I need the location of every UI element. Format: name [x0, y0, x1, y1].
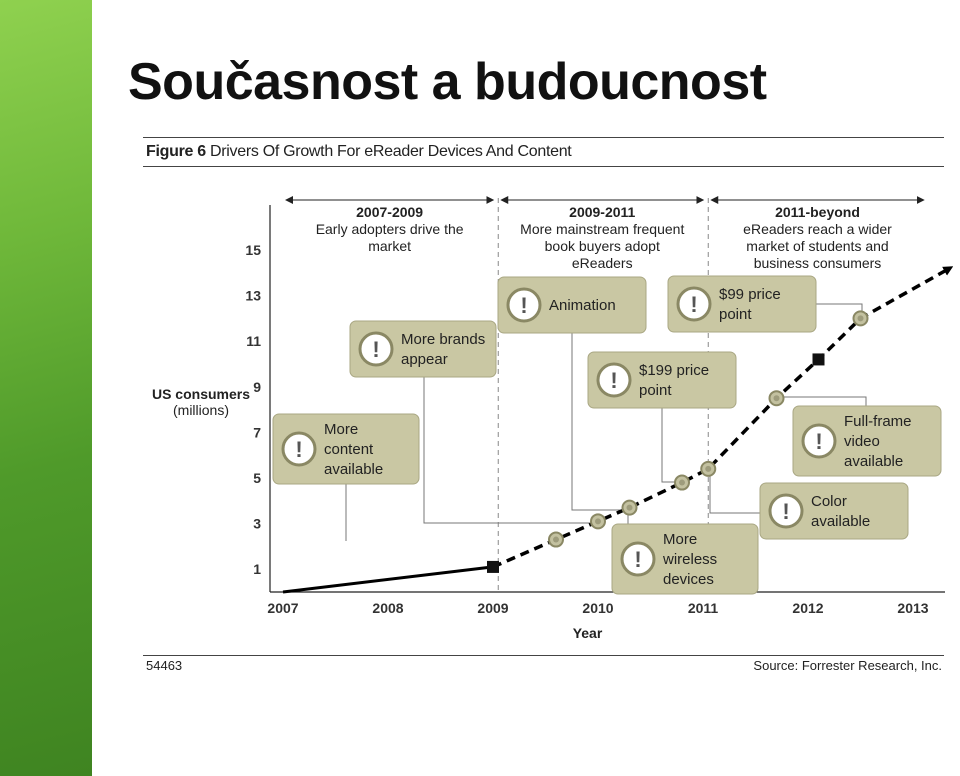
exclamation-glyph: ! — [782, 499, 790, 524]
phase-marker — [487, 561, 499, 573]
callout-box — [588, 352, 736, 408]
phase-description: market of students and — [746, 238, 889, 254]
y-tick-label: 7 — [253, 424, 261, 441]
phase-description: book buyers adopt — [544, 238, 660, 254]
callout-leader-line — [774, 397, 866, 406]
callout-label: appear — [401, 351, 448, 368]
figure-number: Figure 6 — [146, 143, 206, 160]
phase-period: 2009-2011 — [569, 204, 636, 220]
exclamation-glyph: ! — [690, 292, 698, 317]
figure-id: 54463 — [146, 658, 183, 673]
x-tick-label: 2011 — [687, 600, 719, 616]
exclamation-glyph: ! — [372, 337, 380, 362]
callout-label: More — [324, 421, 359, 438]
y-tick-label: 13 — [245, 287, 261, 304]
event-marker-center — [774, 395, 780, 401]
exclamation-glyph: ! — [815, 429, 823, 454]
phase-marker — [813, 353, 825, 365]
callout-label: content — [324, 441, 374, 458]
phase-period: 2011-beyond — [775, 204, 860, 220]
callout-label: devices — [663, 571, 714, 588]
callout-box — [273, 414, 419, 484]
event-marker-center — [679, 480, 685, 486]
callout-label: More — [663, 531, 698, 548]
event-marker-center — [705, 466, 711, 472]
phase-description: Early adopters drive the — [315, 221, 464, 237]
exclamation-glyph: ! — [520, 293, 528, 318]
event-marker-center — [627, 505, 633, 511]
phase-description: business consumers — [753, 255, 882, 271]
phase-description: eReaders reach a wider — [743, 221, 892, 237]
y-tick-label: 1 — [253, 561, 261, 578]
y-tick-label: 3 — [253, 515, 261, 532]
callout-label: video — [844, 433, 880, 450]
exclamation-glyph: ! — [634, 547, 642, 572]
callout-box — [793, 406, 941, 476]
x-tick-label: 2007 — [267, 600, 299, 616]
exclamation-glyph: ! — [610, 368, 618, 393]
figure-source: Source: Forrester Research, Inc. — [753, 658, 942, 673]
callout-box — [350, 321, 496, 377]
phase-description: More mainstream frequent — [520, 221, 685, 237]
callout-box — [760, 483, 908, 539]
callout-label: wireless — [663, 551, 718, 568]
slide-title: Současnost a budoucnost — [128, 53, 767, 111]
figure-bottom-rule — [143, 655, 944, 656]
callout-box — [612, 524, 758, 594]
x-tick-label: 2009 — [477, 600, 509, 616]
phase-description: eReaders — [571, 255, 633, 271]
phase-description: market — [368, 238, 412, 254]
callout-label: available — [811, 513, 871, 530]
callout-label: available — [324, 461, 384, 478]
callout-label: point — [639, 382, 672, 399]
phase-period: 2007-2009 — [356, 204, 424, 220]
x-axis-title: Year — [572, 625, 603, 641]
callout-label: $199 price — [639, 362, 710, 379]
x-tick-label: 2010 — [582, 600, 614, 616]
callout-label: Full-frame — [844, 413, 912, 430]
event-marker-center — [553, 537, 559, 543]
event-marker-center — [858, 315, 864, 321]
y-tick-label: 5 — [253, 470, 261, 486]
event-marker-center — [595, 518, 601, 524]
figure-title: Drivers Of Growth For eReader Devices And Content — [210, 143, 572, 160]
x-tick-label: 2008 — [372, 600, 404, 616]
callout-label: available — [844, 453, 904, 470]
callout-label: Animation — [549, 297, 616, 314]
y-axis-unit: (millions) — [173, 402, 229, 418]
actual-series-line — [283, 567, 493, 592]
y-tick-label: 11 — [246, 333, 261, 350]
exclamation-glyph: ! — [295, 437, 303, 462]
callout-label: More brands — [401, 331, 486, 348]
x-tick-label: 2013 — [897, 600, 929, 616]
y-tick-label: 15 — [245, 242, 261, 258]
y-tick-label: 9 — [253, 378, 261, 395]
callout-box — [498, 277, 646, 333]
callout-leader-line — [710, 466, 760, 513]
callout-label: Color — [811, 493, 847, 510]
y-axis-title: US consumers — [151, 386, 251, 402]
x-tick-label: 2012 — [792, 600, 824, 616]
callout-box — [668, 276, 816, 332]
callout-label: point — [719, 306, 752, 323]
callout-leader-line — [662, 408, 680, 482]
callout-label: $99 price — [719, 286, 781, 303]
